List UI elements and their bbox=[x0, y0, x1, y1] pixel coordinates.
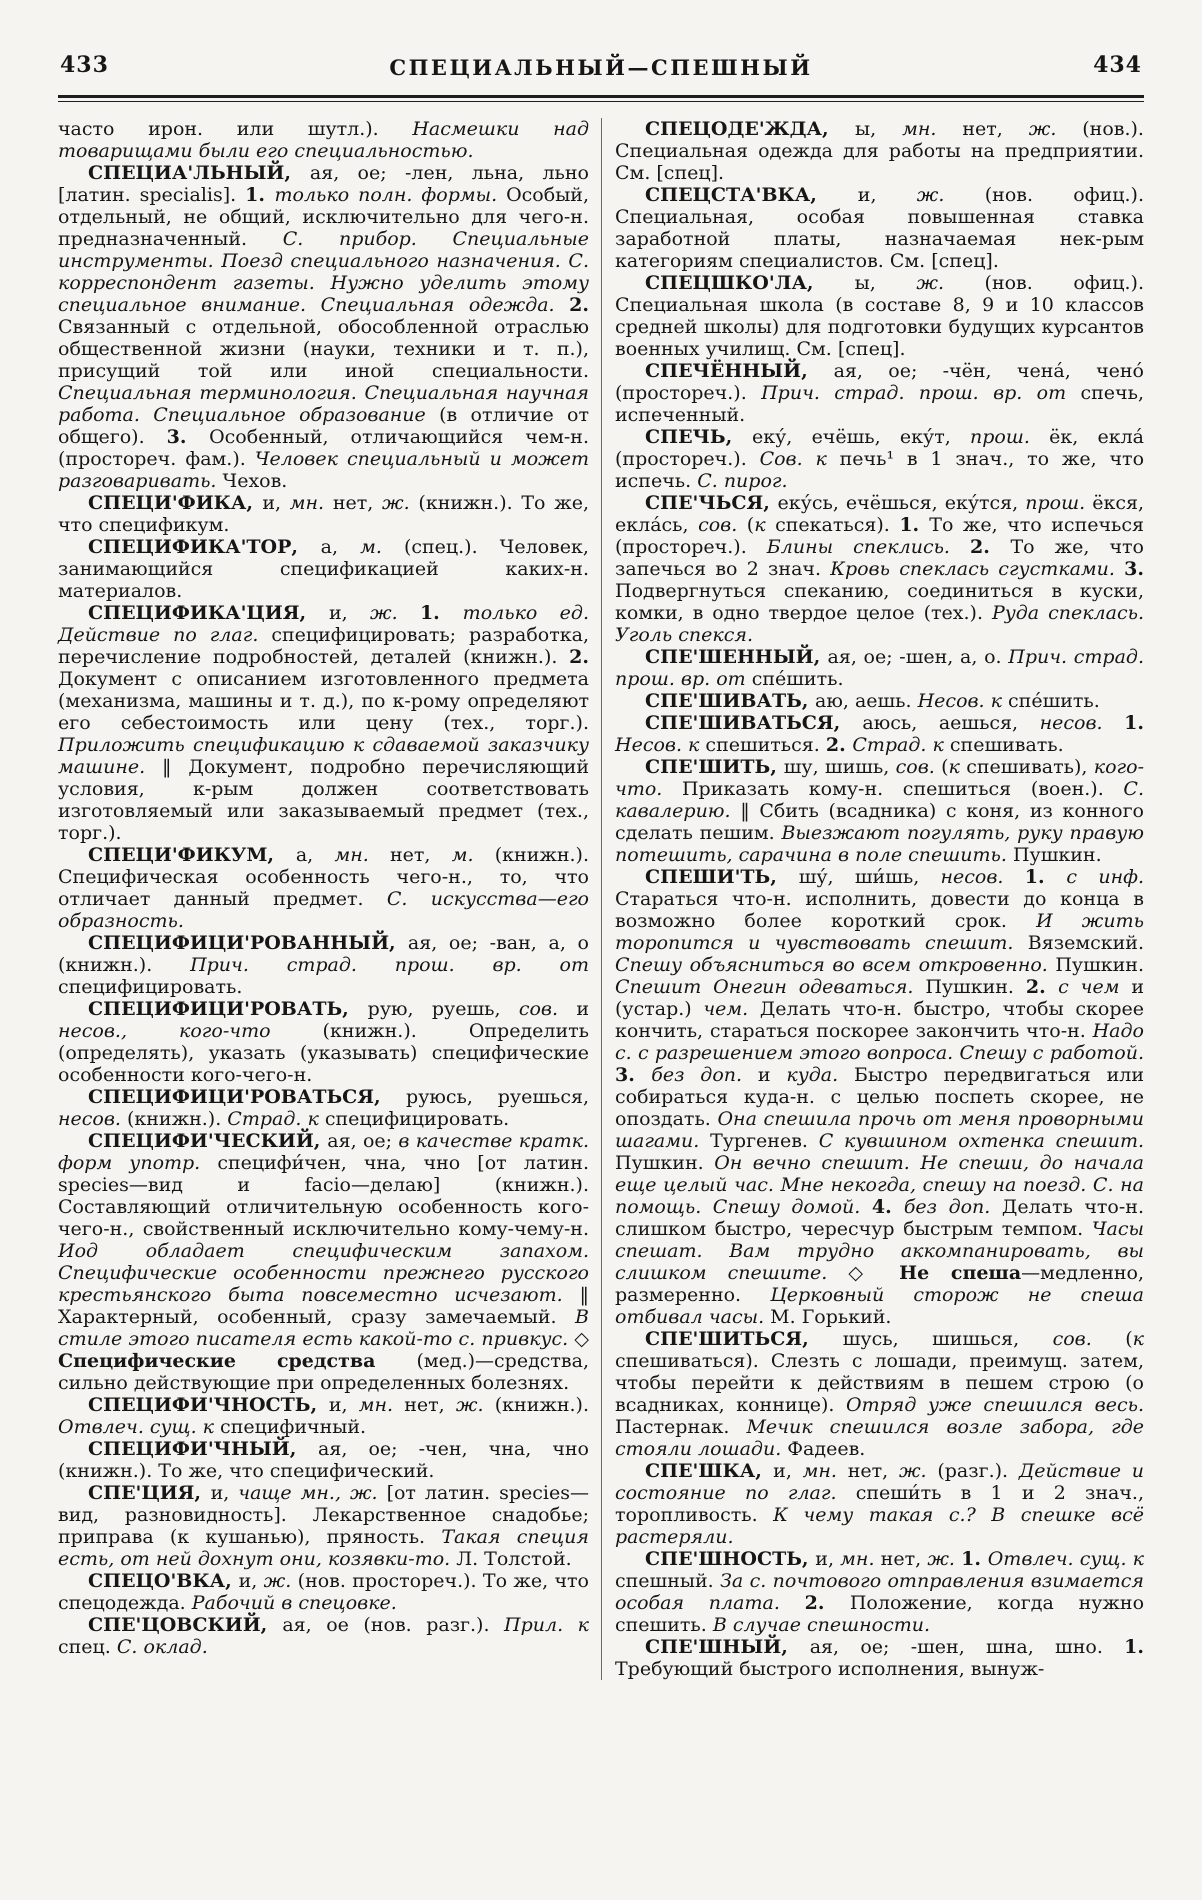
dictionary-entry bbox=[615, 492, 1144, 646]
text-run: ‖ Документ, подробно перечисляющий условия, к-рым должен соответствовать изготовляемый или заказываемый предмет (тех., торг.). bbox=[58, 756, 590, 844]
text-run: прош. bbox=[969, 426, 1050, 448]
dictionary-entry bbox=[615, 1328, 1144, 1460]
text-run: ая, ое; -лен, льна, льно [латин. specialis]. bbox=[58, 162, 589, 206]
text-run: Пастернак. bbox=[615, 1416, 747, 1438]
text-run: СПЕ'ШНЫЙ, bbox=[645, 1636, 810, 1658]
text-run: без доп. bbox=[903, 1196, 1002, 1218]
text-run: Требующий быстрого исполнения, вынуж- bbox=[615, 1658, 1045, 1680]
text-run: специфичный. bbox=[220, 1416, 367, 1438]
text-run: (нов. офиц.). Специальная, особая повышенная ставка заработной платы, назначаемая нек-рым категориям специалистов. См. [спец]. bbox=[615, 184, 1144, 272]
text-run: 2. bbox=[825, 734, 853, 756]
text-run: и, bbox=[815, 1548, 841, 1570]
text-run: ая, ое; -шен, а, о. bbox=[827, 646, 1009, 668]
text-run: СПЕЦИ'ФИКА, bbox=[88, 492, 263, 514]
dictionary-entry bbox=[58, 932, 589, 998]
text-run: специфицировать. bbox=[324, 1108, 510, 1130]
text-run: к bbox=[754, 514, 776, 536]
text-run: Страд. к bbox=[227, 1108, 325, 1130]
text-run: В случае спешности. bbox=[712, 1614, 931, 1636]
text-run: м. bbox=[360, 536, 404, 558]
text-run: аюсь, аешься, bbox=[862, 712, 1040, 734]
text-run: ( bbox=[941, 756, 949, 778]
text-run: к bbox=[1132, 1328, 1145, 1350]
dictionary-entry bbox=[58, 1614, 589, 1658]
text-run: сов. bbox=[895, 756, 942, 778]
text-run: чем. bbox=[703, 998, 760, 1020]
text-run: 1. bbox=[419, 602, 463, 624]
text-run: ‖ Характерный, особенный, сразу замечаемый. bbox=[58, 1284, 589, 1328]
text-run: С. прибор. Специальные инструменты. Поезд специального назначения. С. корреспондент газеты. Нужно уделить этому специальное внимание. Специальная одежда. bbox=[58, 228, 589, 316]
text-run: ж. bbox=[1028, 118, 1083, 140]
text-run: Тургенев. bbox=[710, 1130, 819, 1152]
text-run: Положение, когда нужно спешить. bbox=[615, 1592, 1145, 1636]
text-run: (разг.). bbox=[937, 1460, 1019, 1482]
text-run: несов., кого-что bbox=[58, 1020, 323, 1042]
text-run: спец. bbox=[58, 1636, 117, 1658]
text-run: 1. bbox=[961, 1548, 988, 1570]
text-run: Делать что-н. слишком быстро, чересчур быстрым темпом. bbox=[615, 1196, 1144, 1240]
text-run: Человек специальный и может разговаривать. bbox=[58, 448, 589, 492]
text-run: ж. bbox=[263, 1570, 298, 1592]
text-run: 2. bbox=[970, 536, 1011, 558]
text-run: спешиться. bbox=[705, 734, 826, 756]
text-run: Особенный, отличающийся чем-н. (простореч. фам.). bbox=[58, 426, 590, 470]
text-run: руюсь, руешься, bbox=[406, 1086, 589, 1108]
text-run: Прил. к bbox=[504, 1614, 590, 1636]
text-run: еку́сь, ечёшься, еку́тся, bbox=[777, 492, 1026, 514]
text-run: С кувшином охтенка спешит. bbox=[818, 1130, 1145, 1152]
dictionary-entry bbox=[615, 690, 1144, 712]
text-run: Специфические средства bbox=[58, 1350, 417, 1372]
text-run: ая, ое; -шен, шна, шно. bbox=[809, 1636, 1125, 1658]
text-run: Пушкин. bbox=[925, 976, 1026, 998]
text-run: спешный. bbox=[615, 1570, 721, 1592]
text-run: нет, bbox=[880, 1548, 928, 1570]
text-run: ж. bbox=[916, 184, 985, 206]
text-run: и bbox=[757, 1064, 787, 1086]
text-run: Церковный сторож не спеша отбивал часы. bbox=[615, 1284, 1144, 1328]
text-run: Спешу объясниться во всем откровенно. bbox=[615, 954, 1056, 976]
text-run: несов. bbox=[1039, 712, 1125, 734]
text-run: часто ирон. или шутл.). bbox=[58, 118, 413, 140]
text-run: 2. bbox=[1025, 976, 1059, 998]
text-run: с чем bbox=[1058, 976, 1132, 998]
text-run: С. кавалерию. bbox=[615, 778, 1144, 822]
text-run: аю, аешь. bbox=[815, 690, 918, 712]
text-run: Чехов. bbox=[222, 470, 288, 492]
dictionary-entry bbox=[58, 492, 589, 536]
text-run: Особый, отдельный, не общий, исключительно для чего-н. предназначенный. bbox=[58, 184, 590, 250]
text-run: печь¹ в 1 знач., то же, что испечь. bbox=[615, 448, 1145, 492]
dictionary-entry bbox=[58, 1482, 589, 1570]
text-run: а, bbox=[295, 844, 335, 866]
text-run: и (устар.) bbox=[615, 976, 1144, 1020]
text-run: и, bbox=[262, 492, 290, 514]
page-header bbox=[58, 52, 1144, 86]
dictionary-entry bbox=[58, 162, 589, 492]
text-run: ёкся, екла́сь, bbox=[615, 492, 1144, 536]
text-run: В стиле этого писателя есть какой-то с. привкус. bbox=[58, 1306, 589, 1350]
text-run: ая, ое; -чён, чена́, чено́ (простореч.). bbox=[615, 360, 1144, 404]
text-run: СПЕЦИ'ФИКУМ, bbox=[88, 844, 296, 866]
text-run: нет, bbox=[962, 118, 1029, 140]
text-run: (книжн.). Определить (определять), указать (указывать) специфические особенности кого-чего-н. bbox=[58, 1020, 589, 1086]
text-run: Не спеша bbox=[899, 1262, 1022, 1284]
text-run: Кровь спеклась сгустками. bbox=[830, 558, 1125, 580]
page-number-right: 434 bbox=[1093, 52, 1142, 78]
text-run: Иод обладает специфическим запахом. Специфические особенности прежнего русского крестьянского быта повсеместно исчезают. bbox=[58, 1240, 589, 1306]
text-run: И жить торопится и чувствовать спешит. bbox=[615, 910, 1144, 954]
text-run: 3. bbox=[166, 426, 210, 448]
text-run: ж. bbox=[370, 602, 420, 624]
dictionary-entry bbox=[615, 756, 1144, 866]
text-run: сов. bbox=[698, 514, 747, 536]
text-run: прош. bbox=[1025, 492, 1093, 514]
text-run: СПЕЦИФИЦИ'РОВАТЬСЯ, bbox=[88, 1086, 407, 1108]
text-run: ( bbox=[746, 514, 755, 536]
text-run: специфицировать. bbox=[58, 976, 243, 998]
text-run: ж. bbox=[455, 1394, 495, 1416]
text-run: шусь, шишься, bbox=[842, 1328, 1053, 1350]
text-run: к bbox=[948, 756, 967, 778]
text-run: Действие и состояние по глаг. bbox=[615, 1460, 1144, 1504]
text-run: ёк, екла́ (простореч.). bbox=[615, 426, 1144, 470]
dictionary-entry bbox=[615, 272, 1144, 360]
text-run: М. Горький. bbox=[770, 1306, 892, 1328]
text-run: Л. Толстой. bbox=[456, 1548, 572, 1570]
text-run: мн. bbox=[358, 1394, 405, 1416]
text-run: СПЕЧЬ, bbox=[645, 426, 752, 448]
text-run: С. искусства—его образность. bbox=[58, 888, 589, 932]
text-run: С. пирог. bbox=[697, 470, 788, 492]
text-run: ж. bbox=[898, 1460, 938, 1482]
dictionary-entry bbox=[615, 646, 1144, 690]
text-run: (спец.). Человек, занимающийся спецификацией каких-н. материалов. bbox=[58, 536, 589, 602]
dictionary-entry bbox=[615, 1548, 1144, 1636]
text-run: ая, ое; -ван, а, о (книжн.). bbox=[58, 932, 589, 976]
text-run: еку́, ечёшь, еку́т, bbox=[752, 426, 970, 448]
text-run: ж. bbox=[382, 492, 419, 514]
text-run: Блины спеклись. bbox=[766, 536, 971, 558]
text-run: сов. bbox=[1052, 1328, 1126, 1350]
text-run: 4. bbox=[871, 1196, 904, 1218]
dictionary-entry bbox=[58, 602, 589, 844]
text-run: СПЕЦИФИЦИ'РОВАТЬ, bbox=[88, 998, 368, 1020]
dictionary-entry bbox=[58, 1438, 589, 1482]
text-run: Специальная терминология. Специальная научная работа. Специальное образование bbox=[58, 382, 589, 426]
text-run: спеши́ть в 1 и 2 знач., торопливость. bbox=[615, 1482, 1145, 1526]
text-run: Фадеев. bbox=[787, 1438, 866, 1460]
text-run: кого-что. bbox=[615, 756, 1144, 800]
text-run: Несов. к bbox=[615, 734, 706, 756]
text-run: и, bbox=[210, 1482, 239, 1504]
text-run: Пушкин. bbox=[1055, 954, 1144, 976]
text-run: (книжн.). bbox=[126, 1108, 228, 1130]
text-run: Выезжают погулять, руку правую потешить, сарачина в поле спешить. bbox=[615, 822, 1144, 866]
text-run: Прич. страд. прош. вр. от bbox=[615, 646, 1144, 690]
text-run: (мед.)—средства, сильно действующие при определенных болезнях. bbox=[58, 1350, 589, 1394]
text-run: [от латин. species—вид, разновидность]. Лекарственное снадобье; приправа (к кушанью), пряность. bbox=[58, 1482, 589, 1548]
text-run: рую, руешь, bbox=[367, 998, 519, 1020]
text-run: Документ с описанием изготовленного предмета (механизма, машины и т. д.), по к-рому определяют его себестоимость или цену (тех., торг.). bbox=[58, 668, 589, 734]
text-run: СПЕЦИФИ'ЧЕСКИЙ, bbox=[88, 1130, 328, 1152]
text-run: Руда спеклась. Уголь спекся. bbox=[615, 602, 1144, 646]
dictionary-entry bbox=[58, 118, 589, 162]
text-run: 1. bbox=[245, 184, 275, 206]
text-run: Подвергнуться спеканию, соединиться в куски, комки, в одно твердое целое (тех.). bbox=[615, 580, 1144, 624]
text-run: СПЕ'ШКА, bbox=[645, 1460, 774, 1482]
text-run: СПЕЦШКО'ЛА, bbox=[645, 272, 855, 294]
text-run: только ед. Действие по глаг. bbox=[58, 602, 589, 646]
text-run: СПЕЦИФИКА'ЦИЯ, bbox=[88, 602, 329, 624]
text-run: несов. bbox=[940, 866, 1025, 888]
text-run: 3. bbox=[1124, 558, 1145, 580]
text-run: ы, bbox=[854, 272, 917, 294]
text-run: ая, ое; -чен, чна, чно (книжн.). То же, что специфический. bbox=[58, 1438, 589, 1482]
text-run: чаще мн., ж. bbox=[238, 1482, 387, 1504]
text-run: нет, bbox=[390, 844, 452, 866]
text-run: СПЕЦОДЕ'ЖДА, bbox=[645, 118, 856, 140]
text-run: мн. bbox=[802, 1460, 848, 1482]
text-run: нет, bbox=[404, 1394, 456, 1416]
text-run: Вяземский. bbox=[1027, 932, 1144, 954]
text-run: спе́шить. bbox=[751, 668, 844, 690]
text-run: Несов. к bbox=[917, 690, 1009, 712]
text-run: Сов. к bbox=[759, 448, 840, 470]
text-run: Пушкин. bbox=[615, 1152, 715, 1174]
text-run: шу́, ши́шь, bbox=[798, 866, 941, 888]
text-run: СПЕ'ШИТЬСЯ, bbox=[645, 1328, 843, 1350]
text-run: а, bbox=[320, 536, 361, 558]
dictionary-entry bbox=[58, 1570, 589, 1614]
text-run: 2. bbox=[804, 1592, 850, 1614]
text-run: СПЕ'ШИТЬ, bbox=[645, 756, 784, 778]
text-run: шу, шишь, bbox=[783, 756, 896, 778]
text-run: 2. bbox=[569, 646, 589, 668]
text-run: Стараться что-н. исполнить, довести до конца в возможно более короткий срок. bbox=[615, 888, 1144, 932]
text-run: (нов.). Специальная одежда для работы на предприятии. См. [спец]. bbox=[615, 118, 1144, 184]
text-run: Она спешила прочь от меня проворными шагами. bbox=[615, 1108, 1144, 1152]
text-run: куда. bbox=[786, 1064, 854, 1086]
dictionary-entry bbox=[615, 866, 1144, 1328]
text-run: Делать что-н. быстро, чтобы скорее кончить, стараться поскорее закончить что-н. bbox=[615, 998, 1144, 1042]
text-run: За с. почтового отправления взимается особая плата. bbox=[615, 1570, 1144, 1614]
text-run: СПЕЦИФИ'ЧНОСТЬ, bbox=[88, 1394, 329, 1416]
text-run: мн. bbox=[840, 1548, 881, 1570]
text-run: сов. bbox=[518, 998, 577, 1020]
dictionary-entry bbox=[58, 536, 589, 602]
text-run: Он вечно спешит. Не спеши, до начала еще целый час. Мне некогда, спешу на поезд. С. на помощь. Спешу домой. bbox=[615, 1152, 1144, 1218]
text-run: и, bbox=[328, 1394, 359, 1416]
text-run: СПЕЧЁННЫЙ, bbox=[645, 360, 834, 382]
dictionary-entry bbox=[615, 184, 1144, 272]
text-run: и, bbox=[857, 184, 917, 206]
text-run: С. оклад. bbox=[116, 1636, 208, 1658]
left-column bbox=[58, 118, 601, 1680]
text-run: —медленно, размеренно. bbox=[615, 1262, 1145, 1306]
text-run: ‖ Сбить (всадника) с коня, из конного сделать пешим. bbox=[615, 800, 1145, 844]
text-run: Отряд уже спешился весь. bbox=[846, 1394, 1144, 1416]
text-run: ж. bbox=[916, 272, 985, 294]
text-run: Быстро передвигаться или собираться куда-н. с целью поспеть скорее, не опоздать. bbox=[615, 1064, 1145, 1130]
dictionary-entry bbox=[58, 998, 589, 1086]
text-run: СПЕ'ШНОСТЬ, bbox=[645, 1548, 816, 1570]
text-run: мн. bbox=[289, 492, 333, 514]
text-run: без доп. bbox=[651, 1064, 758, 1086]
text-run: спешивать. bbox=[949, 734, 1064, 756]
text-run: несов. bbox=[58, 1108, 127, 1130]
text-run: 1. bbox=[899, 514, 930, 536]
text-run: СПЕ'ЦИЯ, bbox=[88, 1482, 211, 1504]
text-run: (нов. простореч.). То же, что спецодежда. bbox=[58, 1570, 589, 1614]
text-run: нет, bbox=[847, 1460, 899, 1482]
text-run: спекаться). bbox=[775, 514, 900, 536]
text-run: Приказать кому-н. спешиться (воен.). bbox=[681, 778, 1124, 800]
text-run: Связанный с отдельной, обособленной отраслью общественной жизни (науки, техники и т. п.), присущий той или иной специальности. bbox=[58, 316, 589, 382]
text-run: и, bbox=[773, 1460, 803, 1482]
text-run: (в отличие от общего). bbox=[58, 404, 589, 448]
text-run: Надо с. с разрешением этого вопроса. Спешу с работой. bbox=[615, 1020, 1144, 1064]
text-run: К чему такая с.? В спешке всё растеряли. bbox=[615, 1504, 1144, 1548]
text-run: ая, ое (нов. разг.). bbox=[282, 1614, 505, 1636]
dictionary-entry bbox=[615, 426, 1144, 492]
text-run: Такая специя есть, от ней дохнут они, козявки-то. bbox=[58, 1526, 589, 1570]
text-run: СПЕЦСТА'ВКА, bbox=[645, 184, 858, 206]
header-rule bbox=[58, 95, 1144, 102]
text-run: ◇ bbox=[574, 1328, 589, 1350]
text-run: Мечик спешился возле забора, где стояли лошади. bbox=[615, 1416, 1144, 1460]
text-run: мн. bbox=[334, 844, 390, 866]
text-run: (нов. офиц.). Специальная школа (в составе 8, 9 и 10 классов средней школы) для подготовки будущих курсантов военных училищ. См. [спец]. bbox=[615, 272, 1144, 360]
text-run: Прич. страд. прош. вр. от bbox=[190, 954, 589, 976]
text-run: в качестве кратк. форм употр. bbox=[58, 1130, 589, 1174]
page-number-left: 433 bbox=[60, 52, 109, 78]
text-columns bbox=[58, 118, 1144, 1680]
text-run: Отвлеч. сущ. к bbox=[987, 1548, 1145, 1570]
text-run: СПЕ'ЧЬСЯ, bbox=[645, 492, 778, 514]
dictionary-entry bbox=[58, 844, 589, 932]
text-run: То же, что запечься во 2 знач. bbox=[615, 536, 1144, 580]
text-run: Отвлеч. сущ. к bbox=[58, 1416, 221, 1438]
dictionary-entry bbox=[58, 1394, 589, 1438]
text-run: Насмешки над товарищами были его специальностью. bbox=[58, 118, 590, 162]
text-run: Пушкин. bbox=[1012, 844, 1102, 866]
text-run: 3. bbox=[615, 1064, 652, 1086]
text-run: мн. bbox=[902, 118, 963, 140]
dictionary-entry bbox=[615, 1460, 1144, 1548]
text-run: СПЕ'ШИВАТЬ, bbox=[645, 690, 815, 712]
right-column bbox=[601, 118, 1144, 1680]
running-head: СПЕЦИАЛЬНЫЙ—СПЕШНЫЙ bbox=[389, 55, 813, 80]
text-run: (книжн.). bbox=[494, 1394, 589, 1416]
text-run: специфи́чен, чна, чно [от латин. species—вид и facio—делаю] (книжн.). Составляющий отличительную особенность кого-чего-н., свойственный исключительно кому-чему-н. bbox=[58, 1152, 589, 1240]
dictionary-entry bbox=[615, 1636, 1144, 1680]
text-run: спе́шить. bbox=[1008, 690, 1100, 712]
text-run: СПЕЦИА'ЛЬНЫЙ, bbox=[88, 162, 310, 184]
text-run: СПЕЦИФИЦИ'РОВАННЫЙ, bbox=[88, 932, 408, 954]
dictionary-entry bbox=[615, 118, 1144, 184]
text-run: Рабочий в спецовке. bbox=[191, 1592, 397, 1614]
text-run: Приложить спецификацию к сдаваемой заказчику машине. bbox=[58, 734, 589, 778]
text-run: Страд. к bbox=[852, 734, 950, 756]
text-run: спешивать), bbox=[966, 756, 1094, 778]
text-run: ◇ bbox=[848, 1262, 900, 1284]
dictionary-entry bbox=[58, 1130, 589, 1394]
text-run: (книжн.). То же, что спецификум. bbox=[58, 492, 589, 536]
text-run: СПЕ'ШИВАТЬСЯ, bbox=[645, 712, 863, 734]
text-run: ая, ое; bbox=[327, 1130, 399, 1152]
text-run: Часы спешат. Вам трудно аккомпанировать, вы слишком спешите. bbox=[615, 1218, 1144, 1284]
text-run: Прич. страд. прош. вр. от bbox=[761, 382, 1081, 404]
text-run: (книжн.). Специфическая особенность чего-н., то, что отличает данный предмет. bbox=[58, 844, 589, 910]
dictionary-entry bbox=[615, 712, 1144, 756]
text-run: и, bbox=[238, 1570, 264, 1592]
text-run: специфицировать; разработка, перечисление подробностей, деталей (книжн.). bbox=[58, 624, 590, 668]
text-run: 1. bbox=[1124, 1636, 1145, 1658]
text-run: СПЕЦО'ВКА, bbox=[88, 1570, 239, 1592]
text-run: м. bbox=[451, 844, 495, 866]
text-run: только полн. формы. bbox=[274, 184, 507, 206]
text-run: и, bbox=[328, 602, 370, 624]
text-run: с инф. bbox=[1066, 866, 1144, 888]
text-run: То же, что испечься (простореч.). bbox=[615, 514, 1145, 558]
text-run: и bbox=[576, 998, 590, 1020]
text-run: СПЕ'ЦОВСКИЙ, bbox=[88, 1614, 283, 1636]
text-run: Спешит Онегин одеваться. bbox=[615, 976, 926, 998]
text-run: 1. bbox=[1024, 866, 1067, 888]
text-run: спешиваться). Слезть с лошади, преимущ. затем, чтобы перейти к действиям в пешем строю (о всадниках, коннице). bbox=[615, 1350, 1144, 1416]
text-run: 2. bbox=[569, 294, 589, 316]
text-run: СПЕЦИФИ'ЧНЫЙ, bbox=[88, 1438, 319, 1460]
text-run: СПЕ'ШЕННЫЙ, bbox=[645, 646, 828, 668]
text-run: нет, bbox=[332, 492, 383, 514]
text-run: ж. bbox=[927, 1548, 962, 1570]
dictionary-entry bbox=[615, 360, 1144, 426]
dictionary-entry bbox=[58, 1086, 589, 1130]
text-run: 1. bbox=[1124, 712, 1144, 734]
text-run: ы, bbox=[855, 118, 903, 140]
text-run: СПЕШИ'ТЬ, bbox=[645, 866, 799, 888]
text-run: СПЕЦИФИКА'ТОР, bbox=[88, 536, 321, 558]
text-run: ( bbox=[1125, 1328, 1133, 1350]
text-run: спечь, испеченный. bbox=[615, 382, 1144, 426]
